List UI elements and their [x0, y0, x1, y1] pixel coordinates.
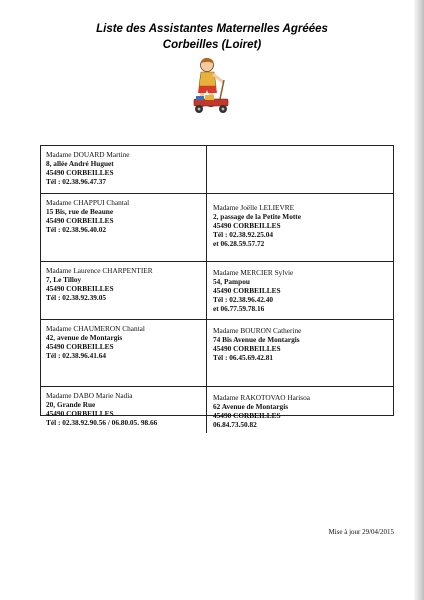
- assistantes-table: [40, 145, 394, 429]
- entry-phone-secondary: et 06.28.59.57.72: [213, 239, 265, 248]
- entry-cell: [207, 194, 393, 262]
- entry-street: 2, passage de la Petite Motte: [213, 212, 301, 221]
- entry-city: 45490 CORBEILLES: [213, 221, 281, 230]
- entry-name: Madame Joëlle LELIEVRE: [213, 203, 295, 212]
- entry-cell-empty: [207, 146, 393, 194]
- entry-cell: [41, 262, 207, 320]
- entry-cell: [41, 194, 207, 262]
- entry-name: Madame CHAPPUI Chantal: [46, 198, 130, 207]
- entry-cell: [207, 262, 393, 320]
- entry-cell: [207, 320, 393, 387]
- entry-phone: Tél : 02.38.96.47.37: [46, 177, 106, 186]
- entry-city: 45490 CORBEILLES: [46, 168, 114, 177]
- entry-street: 54, Pampou: [213, 277, 250, 286]
- entry-phone-secondary: et 06.77.59.78.16: [213, 304, 265, 313]
- entry-street: 42, avenue de Montargis: [46, 333, 123, 342]
- entry-phone: 06.84.73.50.82: [213, 420, 257, 429]
- entry-cell: [41, 320, 207, 387]
- entry-cell: [41, 146, 207, 194]
- entry-cell: [41, 387, 207, 433]
- entry-phone: Tél : 02.38.92.39.05: [46, 293, 106, 302]
- entry-phone: Tél : 02.38.96.40.02: [46, 225, 106, 234]
- entry-name: Madame Laurence CHARPENTIER: [46, 266, 153, 275]
- entry-street: 62 Avenue de Montargis: [213, 402, 289, 411]
- entry-name: Madame RAKOTOVAO Harisoa: [213, 393, 311, 402]
- entry-street: 15 Bis, rue de Beaune: [46, 207, 114, 216]
- entry-name: Madame BOURON Catherine: [213, 326, 302, 335]
- entry-city: 45490 CORBEILLES: [46, 216, 114, 225]
- entry-city: 45490 CORBEILLES: [213, 411, 281, 420]
- entry-phone: Tél : 02.38.92.90.56 / 06.80.05. 98.66: [46, 418, 158, 427]
- entry-phone: Tél : 02.38.92.25.04: [213, 230, 273, 239]
- entry-name: Madame DOUARD Martine: [46, 150, 130, 159]
- entry-street: 8, allée André Huguet: [46, 159, 114, 168]
- page-title: Liste des Assistantes Maternelles Agréées: [96, 23, 328, 35]
- update-date: Mise à jour 29/04/2015: [328, 528, 394, 536]
- entry-name: Madame MERCIER Sylvie: [213, 268, 294, 277]
- entry-city: 45490 CORBEILLES: [213, 286, 281, 295]
- entry-street: 74 Bis Avenue de Montargis: [213, 335, 300, 344]
- entry-name: Madame DABO Marie Nadia: [46, 391, 133, 400]
- scan-edge-shadow: [414, 0, 424, 600]
- page-subtitle: Corbeilles (Loiret): [162, 39, 262, 51]
- entry-cell: [207, 387, 393, 433]
- child-with-toy-cart-icon: [190, 55, 236, 117]
- entry-phone: Tél : 02.38.96.41.64: [46, 351, 106, 360]
- entry-city: 45490 CORBEILLES: [46, 284, 114, 293]
- entry-street: 20, Grande Rue: [46, 400, 96, 409]
- entry-city: 45490 CORBEILLES: [213, 344, 281, 353]
- entry-phone: Tél : 06.45.69.42.81: [213, 353, 273, 362]
- entry-city: 45490 CORBEILLES: [46, 409, 114, 418]
- entry-street: 7, Le Tilloy: [46, 275, 82, 284]
- entry-city: 45490 CORBEILLES: [46, 342, 114, 351]
- entry-phone: Tél : 02.38.96.42.40: [213, 295, 273, 304]
- entry-name: Madame CHAUMERON Chantal: [46, 324, 145, 333]
